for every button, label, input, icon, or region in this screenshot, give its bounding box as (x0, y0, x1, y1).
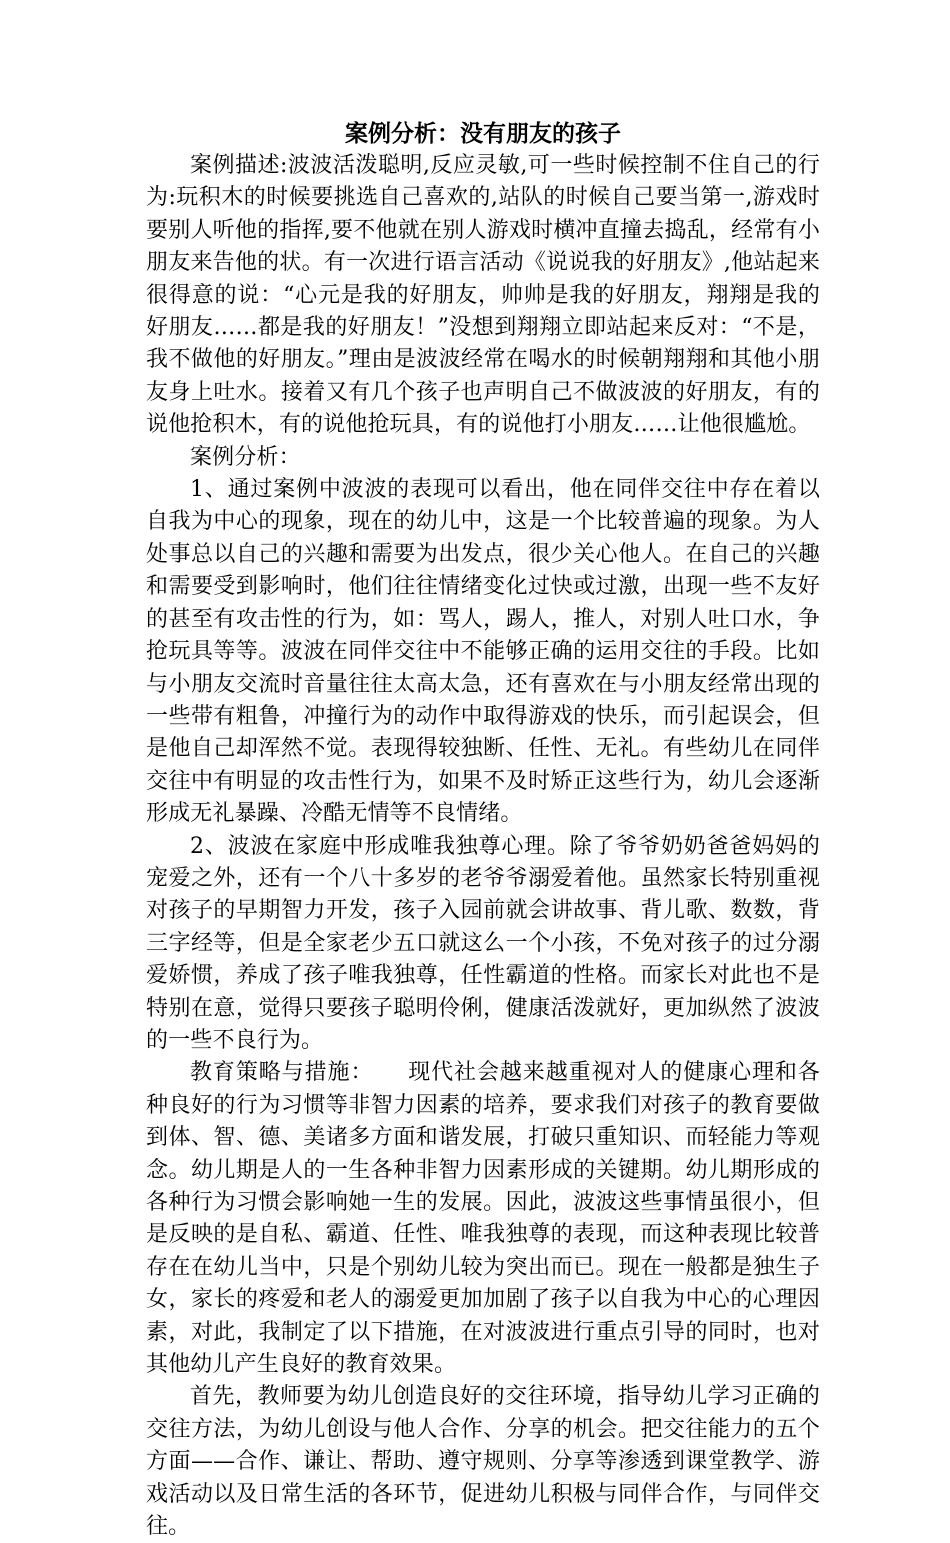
paragraph-case-description: 案例描述:波波活泼聪明,反应灵敏,可一些时候控制不住自己的行为:玩积木的时候要挑选自己喜欢的,站队的时候自己要当第一,游戏时要别人听他的指挥,要不他就在别人游戏时横冲直撞去捣乱，经常有小朋友来告他的状。有一次进行语言活动《说说我的好朋友》,他站起来很得意的说：“心元是我的好朋友，帅帅是我的好朋友，翔翔是我的好朋友……都是我的好朋友！”没想到翔翔立即站起来反对：“不是，我不做他的好朋友。”理由是波波经常在喝水的时候朝翔翔和其他小朋友身上吐水。接着又有几个孩子也声明自己不做波波的好朋友，有的说他抢积木，有的说他抢玩具，有的说他打小朋友……让他很尴尬。 (146, 153, 820, 438)
paragraph-analysis-point-2: 2、波波在家庭中形成唯我独尊心理。除了爷爷奶奶爸爸妈妈的宠爱之外，还有一个八十多岁的老爷爷溺爱着他。虽然家长特别重视对孩子的早期智力开发，孩子入园前就会讲故事、背儿歌、数数，背三字经等，但是全家老少五口就这么一个小孩，不免对孩子的过分溺爱娇惯，养成了孩子唯我独尊，任性霸道的性格。而家长对此也不是特别在意，觉得只要孩子聪明伶俐，健康活泼就好，更加纵然了波波的一些不良行为。 (146, 833, 820, 1053)
paragraph-analysis-point-1: 1、通过案例中波波的表现可以看出，他在同伴交往中存在着以自我为中心的现象，现在的幼儿中，这是一个比较普遍的现象。为人处事总以自己的兴趣和需要为出发点，很少关心他人。在自己的兴趣和需要受到影响时，他们往往情绪变化过快或过激，出现一些不友好的甚至有攻击性的行为，如：骂人，踢人，推人，对别人吐口水，争抢玩具等等。波波在同伴交往中不能够正确的运用交往的手段。比如与小朋友交流时音量往往太高太急，还有喜欢在与小朋友经常出现的一些带有粗鲁，冲撞行为的动作中取得游戏的快乐，而引起误会，但是他自己却浑然不觉。表现得较独断、任性、无礼。有些幼儿在同伴交往中有明显的攻击性行为，如果不及时矫正这些行为，幼儿会逐渐形成无礼暴躁、冷酷无情等不良情绪。 (146, 477, 820, 827)
paragraph-first-measure: 首先，教师要为幼儿创造良好的交往环境，指导幼儿学习正确的交往方法，为幼儿创设与他人合作、分享的机会。把交往能力的五个方面——合作、谦让、帮助、遵守规则、分享等渗透到课堂教学、游戏活动以及日常生活的各环节，促进幼儿积极与同伴合作，与同伴交往。 (146, 1384, 820, 1540)
paragraph-education-strategy: 教育策略与措施： 现代社会越来越重视对人的健康心理和各种良好的行为习惯等非智力因素的培养，要求我们对孩子的教育要做到体、智、德、美诸多方面和谐发展，打破只重知识、而轻能力等观念。幼儿期是人的一生各种非智力因素形成的关键期。幼儿期形成的各种行为习惯会影响她一生的发展。因此，波波这些事情虽很小，但是反映的是自私、霸道、任性、唯我独尊的表现，而这种表现比较普存在在幼儿当中，只是个别幼儿较为突出而已。现在一般都是独生子女，家长的疼爱和老人的溺爱更加加剧了孩子以自我为中心的心理因素，对此，我制定了以下措施，在对波波进行重点引导的同时，也对其他幼儿产生良好的教育效果。 (146, 1060, 820, 1378)
document-title: 案例分析：没有朋友的孩子 (345, 121, 621, 147)
document-page (146, 118, 820, 1543)
paragraph-case-analysis-heading: 案例分析： (190, 444, 301, 470)
